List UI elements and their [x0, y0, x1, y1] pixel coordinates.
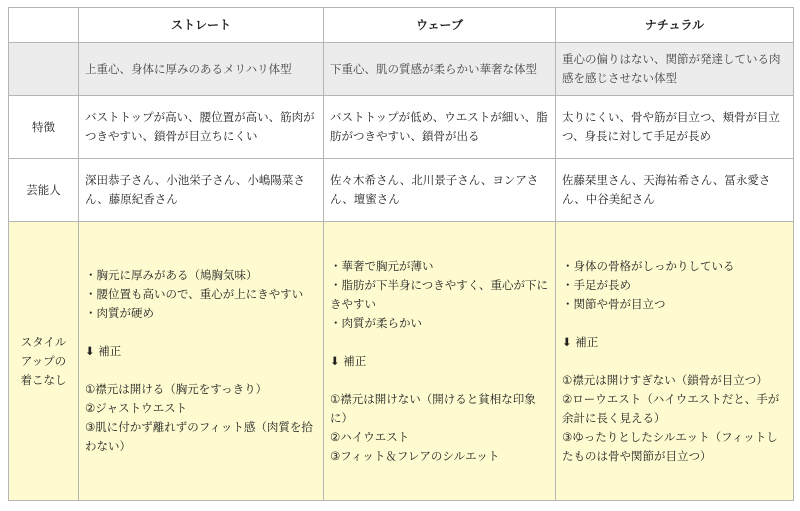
header-straight: ストレート — [79, 8, 324, 43]
style-row — [9, 222, 794, 501]
fix-item: ①襟元は開けすぎない（鎖骨が目立つ） — [562, 372, 768, 387]
celebrities-row — [9, 159, 794, 222]
trait-item: ・身体の骨格がしっかりしている — [562, 258, 735, 273]
summary-row — [9, 43, 794, 96]
summary-natural: 重心の偏りはない、関節が発達している肉感を感じさせない体型 — [556, 43, 794, 96]
celebrities-natural: 佐藤栞里さん、天海祐希さん、冨永愛さん、中谷美紀さん — [556, 159, 794, 222]
style-natural — [556, 222, 794, 501]
style-label — [9, 222, 79, 501]
body-type-comparison-table — [8, 7, 794, 501]
fix-item: ③ゆったりとしたシルエット（フィットしたものは骨や関節が目立つ） — [562, 429, 778, 463]
header-wave: ウェーブ — [324, 8, 556, 43]
celebrities-wave: 佐々木希さん、北川景子さん、ヨンアさん、壇蜜さん — [324, 159, 556, 222]
style-label-line: アップの — [20, 353, 67, 368]
features-row — [9, 96, 794, 159]
style-label-line: スタイル — [20, 334, 67, 349]
summary-label-cell — [9, 43, 79, 96]
header-row — [9, 8, 794, 43]
trait-item: ・脂肪が下半身につきやすく、重心が下にきやすい — [330, 277, 549, 311]
features-wave: バストトップが低め、ウエストが細い、脂肪がつきやすい、鎖骨が出る — [324, 96, 556, 159]
style-wave — [324, 222, 556, 501]
trait-item: ・肉質が硬め — [85, 306, 154, 320]
trait-item: ・胸元に厚みがある（鳩胸気味） — [85, 268, 258, 282]
style-label-line: 着こなし — [20, 372, 67, 387]
fix-item: ②ジャストウエスト — [85, 401, 188, 415]
fix-item: ①襟元は開けない（開けると貧相な印象に） — [330, 391, 536, 425]
header-natural: ナチュラル — [556, 8, 794, 43]
fix-heading: ⬇︎ 補正 — [85, 344, 122, 358]
trait-item: ・腰位置も高いので、重心が上にきやすい — [85, 287, 304, 301]
summary-straight: 上重心、身体に厚みのあるメリハリ体型 — [79, 43, 324, 96]
fix-item: ③フィット＆フレアのシルエット — [330, 448, 500, 463]
summary-wave: 下重心、肌の質感が柔らかい華奢な体型 — [324, 43, 556, 96]
trait-item: ・関節や骨が目立つ — [562, 296, 666, 311]
celebrities-straight: 深田恭子さん、小池栄子さん、小嶋陽菜さん、藤原紀香さん — [79, 159, 324, 222]
header-empty-cell — [9, 8, 79, 43]
celebrities-label: 芸能人 — [9, 159, 79, 222]
fix-item: ③肌に付かず離れずのフィット感（肉質を拾わない） — [85, 420, 313, 453]
trait-item: ・手足が長め — [562, 277, 631, 292]
features-straight: バストトップが高い、腰位置が高い、筋肉がつきやすい、鎖骨が目立ちにくい — [79, 96, 324, 159]
style-straight — [79, 222, 324, 501]
fix-heading: ⬇︎ 補正 — [330, 353, 367, 368]
features-natural: 太りにくい、骨や筋が目立つ、頬骨が目立つ、身長に対して手足が長め — [556, 96, 794, 159]
features-label: 特徴 — [9, 96, 79, 159]
fix-heading: ⬇︎ 補正 — [562, 334, 599, 349]
trait-item: ・華奢で胸元が薄い — [330, 258, 434, 273]
fix-item: ①襟元は開ける（胸元をすっきり） — [85, 382, 268, 396]
fix-item: ②ハイウエスト — [330, 429, 410, 444]
fix-item: ②ローウエスト（ハイウエストだと、手が余計に長く見える） — [562, 391, 780, 425]
trait-item: ・肉質が柔らかい — [330, 315, 422, 330]
